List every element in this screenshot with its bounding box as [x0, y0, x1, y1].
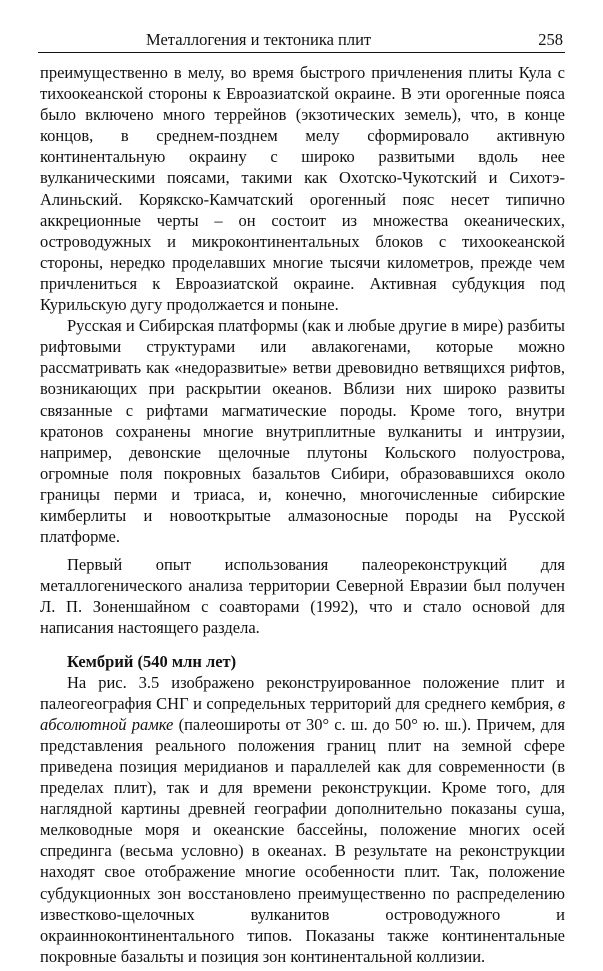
page-body [40, 62, 565, 967]
page-number: 258 [538, 30, 563, 49]
paragraph-cambrian-part-2: (палеошироты от 30° с. ш. до 50° ю. ш.). Причем, для представления реального положения границ плит на земной сфере приведена позиция меридианов и параллелей как для современности (в пределах плит), так и для времени реконструкции. Кроме того, для наглядной картины древней географии дополнительно показаны суша, мелководные моря и океанские бассейны, положение многих осей спрединга (весьма условно) в океанах. В результате на реконструкции находят свое отображение многие особенности плит. Так, положение субдукционных зон восстановлено преимущественно по распределению известково-щелочных вулканитов островодужного и окраинноконтинентального типов. Показаны также континентальные покровные базальты и позиция зон континентальной коллизии. [40, 714, 565, 966]
paragraph-continued: преимущественно в мелу, во время быстрого причленения плиты Кула с тихоокеанской стороны к Евроазиатской окраине. В эти орогенные пояса было включено много террейнов (экзотических земель), что, в конце концов, в среднем-позднем мелу сформировало активную континентальную окраину с широко развитыми вдоль нее вулканическими поясами, такими как Охотско-Чукотский и Сихотэ-Алиньский. Корякско-Камчатский орогенный пояс несет типично аккреционные черты – он состоит из множества океанических, островодужных и микроконтинентальных блоков с тихоокеанской стороны, нередко проделавших многие тысячи километров, прежде чем причлениться к Евроазиатской окраине. Активная субдукция под Курильскую дугу продолжается и поныне. [40, 63, 565, 315]
running-title: Металлогения и тектоника плит [146, 30, 372, 49]
paragraph-platforms: Русская и Сибирская платформы (как и любые другие в мире) разбиты рифтовыми структурами или авлакогенами, которые можно рассматривать как «недоразвитые» ветви древовидно ветвящихся рифтов, возникающих при раскрытии океанов. Вблизи них широко развиты связанные с рифтами магматические породы. Кроме того, внутри кратонов сохранены многие внутриплитные вулканиты и интрузии, например, девонские щелочные плутоны Кольского полуострова, огромные поля покровных базальтов Сибири, образовавшихся около границы перми и триаса, и, конечно, многочисленные сибирские кимберлиты и новооткрытые алмазоносные породы на Русской платформе. [40, 316, 565, 547]
section-heading-cambrian: Кембрий (540 млн лет) [67, 651, 237, 671]
paragraph-cambrian-part-1: На рис. 3.5 изображено реконструированное положение плит и палеогеография СНГ и сопредельных территорий для среднего кембрия, [40, 672, 565, 713]
paragraph-cambrian-italic: в абсолютной рамке [40, 693, 565, 734]
paragraph-first-experience: Первый опыт использования палеореконструкций для металлогенического анализа территории Северной Евразии был получен Л. П. Зоненшайном с соавторами (1992), что и стало основой для написания настоящего раздела. [40, 555, 565, 638]
running-header [38, 30, 565, 53]
paragraph-cambrian [40, 672, 565, 967]
